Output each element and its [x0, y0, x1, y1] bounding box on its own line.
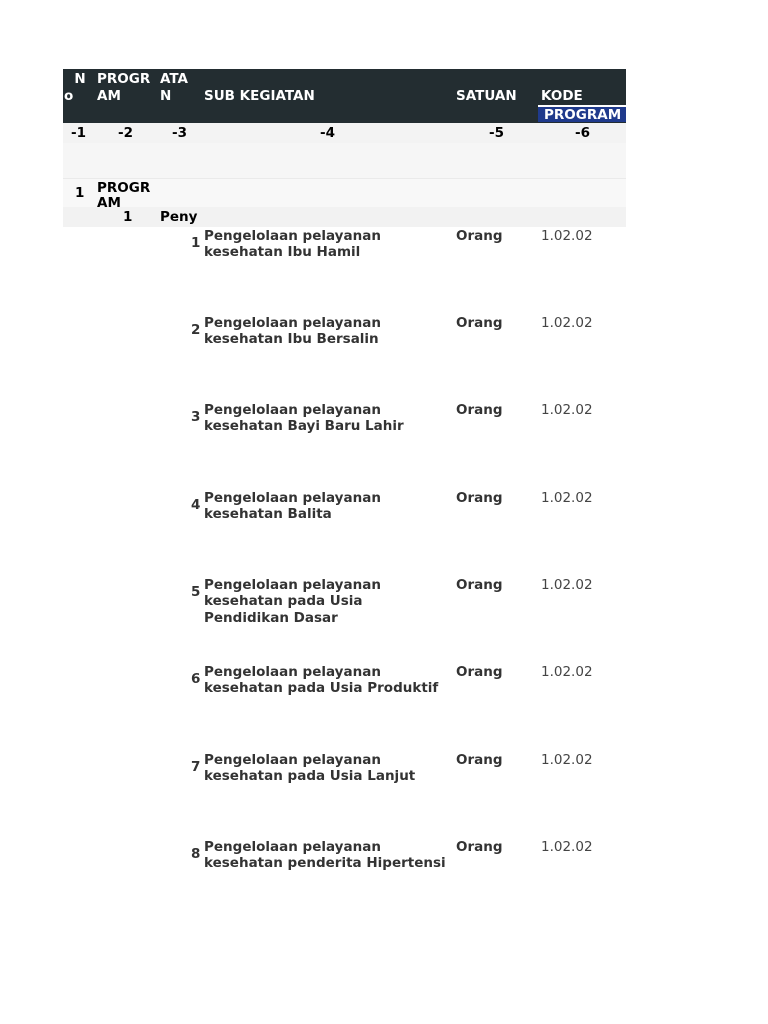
- sub-kegiatan-line3: Pendidikan Dasar: [204, 610, 338, 626]
- col-number-3: -3: [172, 125, 187, 141]
- table-row: [0, 664, 768, 751]
- sub-kegiatan-line2: kesehatan Bayi Baru Lahir: [204, 418, 404, 434]
- table-row: [0, 577, 768, 664]
- table-row: [0, 315, 768, 402]
- sub-kegiatan-line1: Pengelolaan pelayanan: [204, 490, 381, 506]
- kode-cell: 1.02.02: [541, 839, 593, 855]
- row-number: 4: [191, 497, 201, 513]
- table-row: [0, 839, 768, 926]
- sub-kegiatan-line1: Pengelolaan pelayanan: [204, 839, 381, 855]
- sub-kegiatan-line1: Pengelolaan pelayanan: [204, 577, 381, 593]
- row-number: 6: [191, 671, 201, 687]
- table-row: [0, 752, 768, 839]
- row-number: 7: [191, 759, 201, 775]
- kode-cell: 1.02.02: [541, 402, 593, 418]
- satuan-cell: Orang: [456, 577, 503, 593]
- satuan-cell: Orang: [456, 664, 503, 680]
- table-row: [0, 228, 768, 315]
- col-number-1: -1: [71, 125, 86, 141]
- header-kode-program-badge: PROGRAM: [538, 105, 626, 122]
- column-number-row: [63, 123, 626, 143]
- kode-cell: 1.02.02: [541, 228, 593, 244]
- header-satuan: SATUAN: [456, 88, 517, 104]
- col-number-6: -6: [575, 125, 590, 141]
- header-sub-kegiatan: SUB KEGIATAN: [204, 88, 315, 104]
- sub-kegiatan-line2: kesehatan pada Usia Produktif: [204, 680, 439, 696]
- sub-kegiatan-line1: Pengelolaan pelayanan: [204, 315, 381, 331]
- row-number: 8: [191, 846, 201, 862]
- row-number: 3: [191, 409, 201, 425]
- header-program-line2: AM: [97, 88, 121, 104]
- satuan-cell: Orang: [456, 402, 503, 418]
- sub-kegiatan-line1: Pengelolaan pelayanan: [204, 752, 381, 768]
- kode-cell: 1.02.02: [541, 664, 593, 680]
- sub-kegiatan-line1: Pengelolaan pelayanan: [204, 664, 381, 680]
- satuan-cell: Orang: [456, 752, 503, 768]
- kode-cell: 1.02.02: [541, 577, 593, 593]
- header-no-line2: o: [64, 88, 74, 104]
- sub-kegiatan-line2: kesehatan Ibu Bersalin: [204, 331, 379, 347]
- kegiatan-row-number: 1: [123, 209, 133, 225]
- header-kegiatan-line2: N: [160, 88, 172, 104]
- kegiatan-row-label: Peny: [160, 209, 198, 225]
- sub-kegiatan-line1: Pengelolaan pelayanan: [204, 228, 381, 244]
- row-number: 1: [191, 235, 201, 251]
- kode-cell: 1.02.02: [541, 490, 593, 506]
- program-row-label-line2: AM: [97, 195, 121, 211]
- table-row: [0, 490, 768, 577]
- kegiatan-row: [63, 207, 626, 227]
- col-number-5: -5: [489, 125, 504, 141]
- satuan-cell: Orang: [456, 490, 503, 506]
- header-kegiatan-line1: ATA: [160, 71, 189, 87]
- col-number-4: -4: [320, 125, 335, 141]
- sub-kegiatan-line2: kesehatan Balita: [204, 506, 332, 522]
- program-row-label-line1: PROGR: [97, 180, 151, 196]
- satuan-cell: Orang: [456, 839, 503, 855]
- kode-cell: 1.02.02: [541, 315, 593, 331]
- satuan-cell: Orang: [456, 228, 503, 244]
- row-number: 2: [191, 322, 201, 338]
- sub-kegiatan-line2: kesehatan penderita Hipertensi: [204, 855, 446, 871]
- satuan-cell: Orang: [456, 315, 503, 331]
- table-row: [0, 402, 768, 489]
- sub-kegiatan-line2: kesehatan Ibu Hamil: [204, 244, 361, 260]
- row-number: 5: [191, 584, 201, 600]
- sub-kegiatan-line1: Pengelolaan pelayanan: [204, 402, 381, 418]
- sub-kegiatan-line2: kesehatan pada Usia Lanjut: [204, 768, 416, 784]
- sub-kegiatan-line2: kesehatan pada Usia: [204, 593, 363, 609]
- blank-row: [63, 143, 626, 179]
- header-kode: KODE: [541, 88, 583, 104]
- header-no-line1: N: [74, 71, 86, 87]
- program-row-number: 1: [75, 185, 85, 201]
- header-program-line1: PROGR: [97, 71, 151, 87]
- kode-cell: 1.02.02: [541, 752, 593, 768]
- col-number-2: -2: [118, 125, 133, 141]
